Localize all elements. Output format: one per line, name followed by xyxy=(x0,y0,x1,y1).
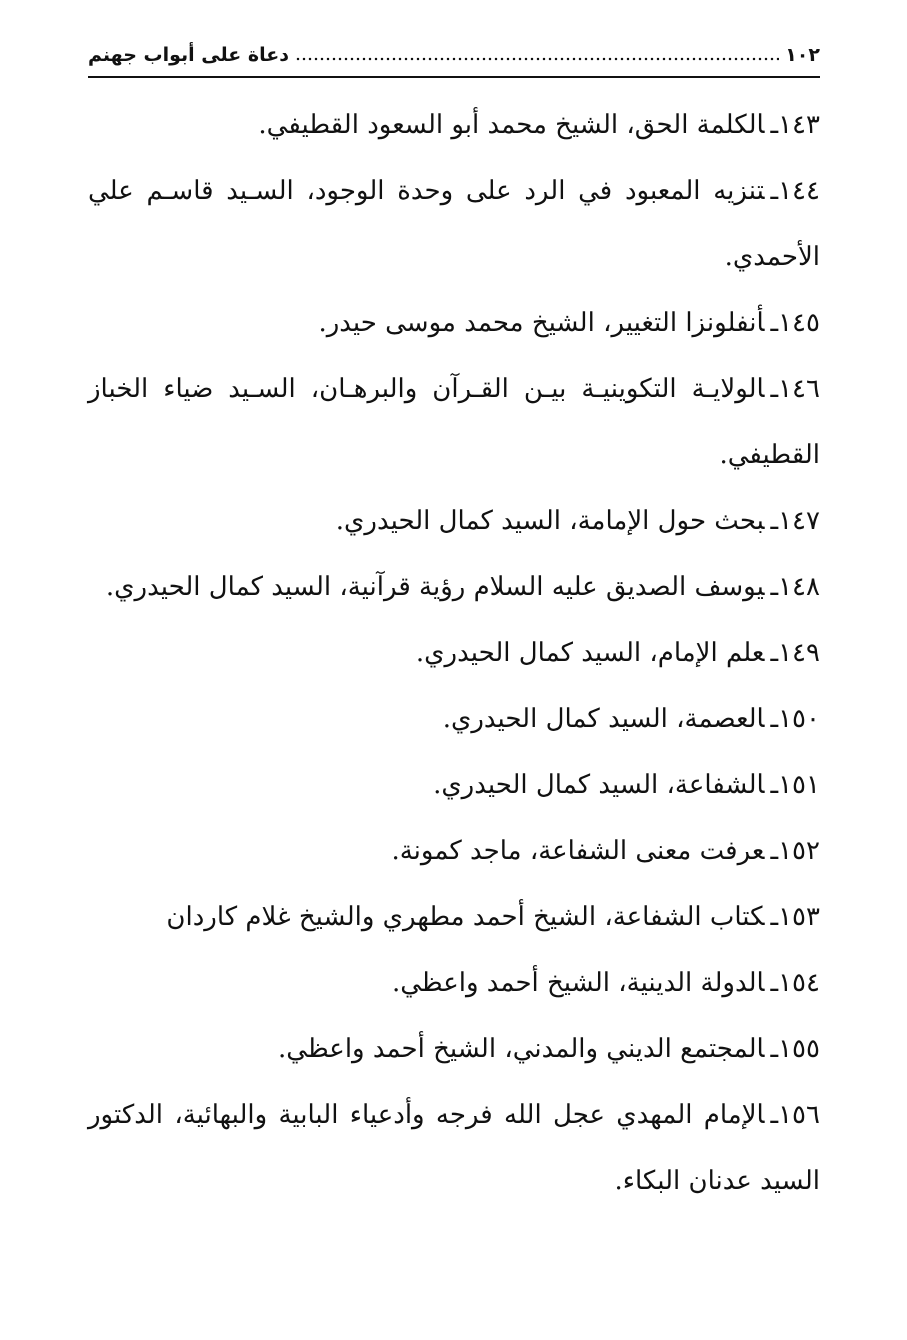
page-number: ١٠٢ xyxy=(785,44,820,66)
entry-text: المجتمع الديني والمدني، الشيخ أحمد واعظي. xyxy=(278,1034,765,1064)
entry-dash: ـ xyxy=(770,902,779,932)
entry-text: الإمام المهدي عجل الله فرجه وأدعياء البابية والبهائية، الدكتور السيد عدنان البكاء. xyxy=(88,1100,820,1196)
list-item xyxy=(88,92,820,158)
entry-number: ١٥٥ xyxy=(778,1034,820,1064)
entry-text: كتاب الشفاعة، الشيخ أحمد مطهري والشيخ غلام كاردان xyxy=(166,902,765,932)
entry-dash: ـ xyxy=(770,374,779,404)
entry-dash: ـ xyxy=(770,704,779,734)
entry-dash: ـ xyxy=(770,968,779,998)
entry-text: يوسف الصديق عليه السلام رؤية قرآنية، السيد كمال الحيدري. xyxy=(105,572,765,602)
entry-dash: ـ xyxy=(770,506,779,536)
list-item xyxy=(88,1016,820,1082)
entry-number: ١٤٦ xyxy=(778,374,820,404)
list-item xyxy=(88,554,820,620)
header-rule xyxy=(88,76,820,78)
entry-dash: ـ xyxy=(770,308,779,338)
entry-text: عرفت معنى الشفاعة، ماجد كمونة. xyxy=(391,836,765,866)
entry-number: ١٤٥ xyxy=(778,308,820,338)
entry-number: ١٥٠ xyxy=(778,704,820,734)
list-item xyxy=(88,1082,820,1214)
entry-number: ١٤٤ xyxy=(778,176,820,206)
entry-number: ١٤٣ xyxy=(778,110,820,140)
entry-text: بحث حول الإمامة، السيد كمال الحيدري. xyxy=(335,506,765,536)
entry-number: ١٥٢ xyxy=(778,836,820,866)
list-item xyxy=(88,356,820,488)
entry-dash: ـ xyxy=(770,1034,779,1064)
list-item xyxy=(88,686,820,752)
entry-number: ١٤٧ xyxy=(778,506,820,536)
entry-text: الكلمة الحق، الشيخ محمد أبو السعود القطيفي. xyxy=(258,110,765,140)
entry-number: ١٥٦ xyxy=(778,1100,820,1130)
bibliography-list xyxy=(88,92,820,1214)
list-item xyxy=(88,818,820,884)
entry-dash: ـ xyxy=(770,638,779,668)
list-item xyxy=(88,620,820,686)
dot-leader xyxy=(295,48,779,62)
list-item xyxy=(88,488,820,554)
entry-text: الشفاعة، السيد كمال الحيدري. xyxy=(433,770,765,800)
entry-dash: ـ xyxy=(770,110,779,140)
list-item xyxy=(88,752,820,818)
entry-number: ١٤٨ xyxy=(778,572,820,602)
entry-dash: ـ xyxy=(770,836,779,866)
entry-dash: ـ xyxy=(770,572,779,602)
entry-text: أنفلونزا التغيير، الشيخ محمد موسى حيدر. xyxy=(318,308,765,338)
entry-text: العصمة، السيد كمال الحيدري. xyxy=(442,704,765,734)
entry-number: ١٥٣ xyxy=(778,902,820,932)
entry-text: تنزيه المعبود في الرد على وحدة الوجود، السـيد قاسـم علي الأحمدي. xyxy=(88,176,820,272)
running-header xyxy=(88,36,820,74)
entry-dash: ـ xyxy=(770,176,779,206)
entry-dash: ـ xyxy=(770,1100,779,1130)
entry-text: الدولة الدينية، الشيخ أحمد واعظي. xyxy=(391,968,765,998)
entry-number: ١٥٤ xyxy=(778,968,820,998)
list-item xyxy=(88,884,820,950)
list-item xyxy=(88,950,820,1016)
running-title: دعاة على أبواب جهنم xyxy=(88,44,289,66)
list-item xyxy=(88,158,820,290)
entry-number: ١٥١ xyxy=(778,770,820,800)
entry-text: الولايـة التكوينيـة بيـن القـرآن والبرهـان، السـيد ضياء الخباز القطيفي. xyxy=(88,374,820,470)
entry-dash: ـ xyxy=(770,770,779,800)
list-item xyxy=(88,290,820,356)
entry-number: ١٤٩ xyxy=(778,638,820,668)
entry-text: علم الإمام، السيد كمال الحيدري. xyxy=(415,638,765,668)
